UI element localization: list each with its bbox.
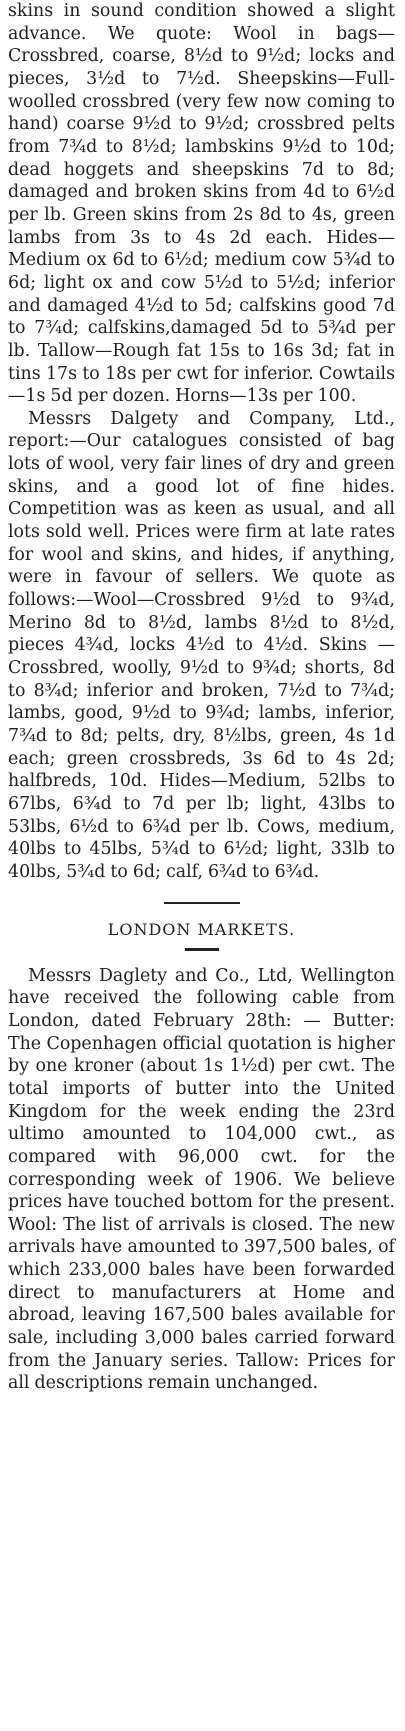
section-divider — [164, 902, 240, 904]
london-markets-paragraph: Messrs Daglety and Co., Ltd, Wellington have received the following cable from London, dated February 28th: — Butter: The Copenhagen official quotation is higher by one kroner (about 1s 1½d) per cwt. The total imports of butter into the United Kingdom for the week ending the 23rd ultimo amounted to 104,000 cwt., as compared with 96,000 cwt. for the corresponding week of 1906. We believe prices have touched bottom for the present. Wool: The list of arrivals is closed. The new arrivals have amounted to 397,500 bales, of which 233,000 bales have been forwarded direct to manufacturers at Home and abroad, leaving 167,500 bales available for sale, including 3,000 bales carried forward from the January series. Tallow: Prices for all descriptions remain unchanged. — [8, 965, 395, 1394]
section-heading: LONDON MARKETS. — [107, 919, 296, 939]
heading-underline — [185, 948, 219, 951]
dalgety-report-paragraph: Messrs Dalgety and Company, Ltd., report:—Our catalogues consisted of bag lots of wool, very fair lines of dry and green skins, and a good lot of fine hides. Competition was as keen as usual, and all lots sold well. Prices were firm at late rates for wool and skins, and hides, if anything, were in favour of sellers. We quote as follows:—Wool—Crossbred 9½d to 9¾d, Merino 8d to 8½d, lambs 8½d to 8½d, pieces 4¾d, locks 4½d to 4½d. Skins — Crossbred, woolly, 9½d to 9¾d; shorts, 8d to 8¾d; inferior and broken, 7½d to 7¾d; lambs, good, 9½d to 9¾d; lambs, inferior, 7¾d to 8d; pelts, dry, 8½lbs, green, 4s 1d each; green crossbreds, 3s 6d to 4s 2d; halfbreds, 10d. Hides—Medium, 52lbs to 67lbs, 6¾d to 7d per lb; light, 43lbs to 53lbs, 6½d to 6¾d per lb. Cows, medium, 40lbs to 45lbs, 5¾d to 6½d; light, 33lb to 40lbs, 5¾d to 6d; calf, 6¾d to 6¾d. — [8, 408, 395, 882]
article-continued-paragraph: skins in sound condition showed a slight advance. We quote: Wool in bags—Crossbred, coarse, 8½d to 9½d; locks and pieces, 3½d to 7½d. Sheepskins—Full-woolled crossbred (very few now coming to hand) coarse 9½d to 9½d; crossbred pelts from 7¾d to 8½d; lambskins 9½d to 10d; dead hoggets and sheepskins 7d to 8d; damaged and broken skins from 4d to 6½d per lb. Green skins from 2s 8d to 4s, green lambs from 3s to 4s 2d each. Hides—Medium ox 6d to 6½d; medium cow 5¾d to 6d; light ox and cow 5½d to 5½d; inferior and damaged 4½d to 5d; calfskins good 7d to 7¾d; calfskins,damaged 5d to 5¾d per lb. Tallow—Rough fat 15s to 16s 3d; fat in tins 17s to 18s per cwt for inferior. Cowtails—1s 5d per dozen. Horns—13s per 100. — [8, 1, 395, 407]
